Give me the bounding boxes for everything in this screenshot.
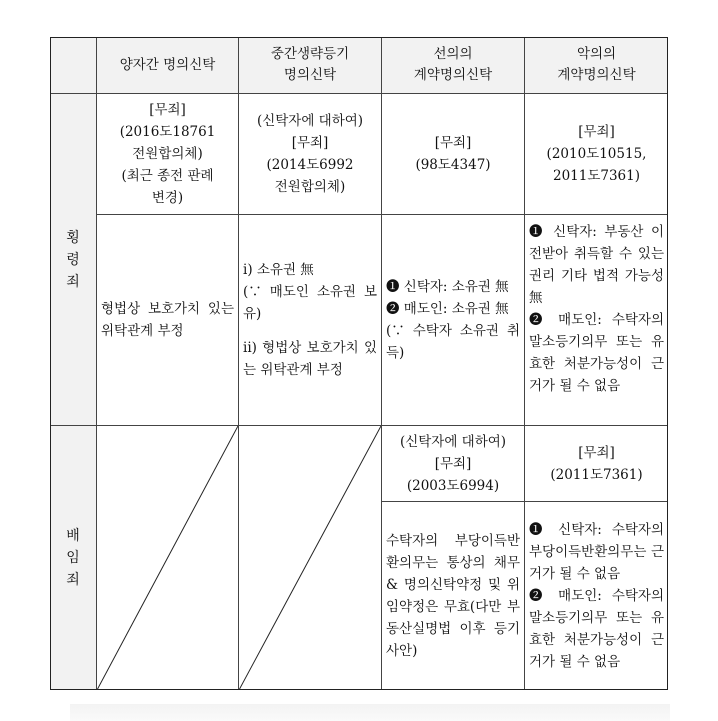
case-number: (2003도6994) (406, 477, 500, 494)
header-intermediate-trust (239, 37, 382, 94)
header-col4-line1: 악의의 (576, 46, 617, 62)
reason-text: ii) 형법상 보호가치 있는 위탁관계 부정 (243, 340, 377, 378)
reason-text: (∵ 매도인 소유권 보유) (243, 284, 377, 322)
verdict-text: [무죄] (434, 135, 472, 151)
section-embezzlement (50, 94, 97, 426)
row2-two-party-reason (97, 215, 239, 426)
verdict-text: [무죄] (149, 102, 186, 118)
case-number: (2010도10515, (546, 146, 647, 162)
corner-cell (50, 37, 97, 94)
header-col3-line1: 선의의 (433, 46, 473, 62)
row4-bad-faith-reason (525, 502, 668, 690)
row3-good-faith-verdict (382, 426, 525, 502)
section-embezzlement-char: 죄 (66, 273, 80, 290)
row1-good-faith-verdict (382, 94, 525, 215)
row2-bad-faith-reason (525, 215, 668, 426)
row1-bad-faith-verdict (525, 94, 668, 215)
section-breach-char: 임 (66, 550, 80, 566)
reason-text: ❶ 신탁자: 수탁자의 부당이득반환의무는 근거가 될 수 없음 (529, 522, 664, 582)
header-col1-label: 양자간 명의신탁 (119, 56, 216, 73)
case-note: (신탁자에 대하여) (256, 113, 364, 129)
case-number: 2011도7361) (552, 168, 641, 184)
reason-text: ❶ 신탁자: 소유권 無 (386, 279, 509, 295)
reason-text: 수탁자의 부당이득반환의무는 통상의 채무 & 명의신탁약정 및 위임약정은 무효(다만 부동산실명법 이후 등기 사안) (386, 533, 520, 659)
reason-text: ❶ 신탁자: 부동산 이전받아 취득할 수 있는 권리 기타 법적 가능성 無 (529, 224, 664, 306)
comparison-table (50, 37, 668, 690)
verdict-text: [무죄] (578, 124, 615, 140)
reason-text: (∵ 수탁자 소유권 취득) (386, 323, 520, 361)
header-col2-line1: 중간생략등기 (270, 46, 350, 62)
section-breach-char: 죄 (66, 572, 80, 588)
spacer (243, 325, 377, 337)
reason-text: ❷ 매도인: 수탁자의 말소등기의무 또는 유효한 처분가능성이 근거가 될 수 없음 (529, 312, 664, 394)
row1-two-party-verdict (97, 94, 239, 215)
page-bottom-shadow (70, 704, 670, 721)
header-good-faith-contract-trust (382, 37, 525, 94)
section-embezzlement-char: 횡 (66, 229, 80, 246)
row3-bad-faith-verdict (525, 426, 668, 502)
case-note: (최근 종전 판례 (121, 168, 214, 184)
header-col3-line2: 계약명의신탁 (413, 67, 493, 83)
case-note: 전원합의체) (274, 179, 346, 195)
verdict-text: [무죄] (578, 444, 615, 461)
row2-intermediate-reason (239, 215, 382, 426)
header-col4-line2: 계약명의신탁 (557, 67, 636, 83)
reason-text: 형법상 보호가치 있는 위탁관계 부정 (101, 301, 234, 339)
not-applicable-cell (239, 426, 382, 690)
not-applicable-cell (97, 426, 239, 690)
case-number: (2011도7361) (550, 466, 643, 483)
verdict-text: [무죄] (291, 135, 329, 151)
reason-text: ❷ 매도인: 소유권 無 (386, 301, 509, 317)
header-bad-faith-contract-trust (525, 37, 668, 94)
case-note: 변경) (151, 190, 184, 206)
header-col2-line2: 명의신탁 (283, 67, 337, 83)
case-note: (신탁자에 대하여) (399, 433, 507, 450)
case-number: (98도4347) (415, 157, 491, 173)
case-note: 전원합의체) (132, 146, 203, 162)
section-embezzlement-char: 령 (66, 251, 80, 268)
section-breach-char: 배 (66, 528, 80, 544)
case-number: (2016도18761 (119, 124, 216, 140)
reason-text: ❷ 매도인: 수탁자의 말소등기의무 또는 유효한 처분가능성이 근거가 될 수 없음 (529, 588, 664, 670)
row1-intermediate-verdict (239, 94, 382, 215)
reason-text: i) 소유권 無 (243, 262, 314, 278)
row2-good-faith-reason (382, 215, 525, 426)
verdict-text: [무죄] (434, 455, 472, 472)
header-two-party-trust (97, 37, 239, 94)
case-number: (2014도6992 (266, 157, 354, 173)
diagonal-line (97, 426, 238, 690)
diagonal-line (239, 426, 381, 690)
section-breach-of-trust (50, 426, 97, 690)
row4-good-faith-reason (382, 502, 525, 690)
